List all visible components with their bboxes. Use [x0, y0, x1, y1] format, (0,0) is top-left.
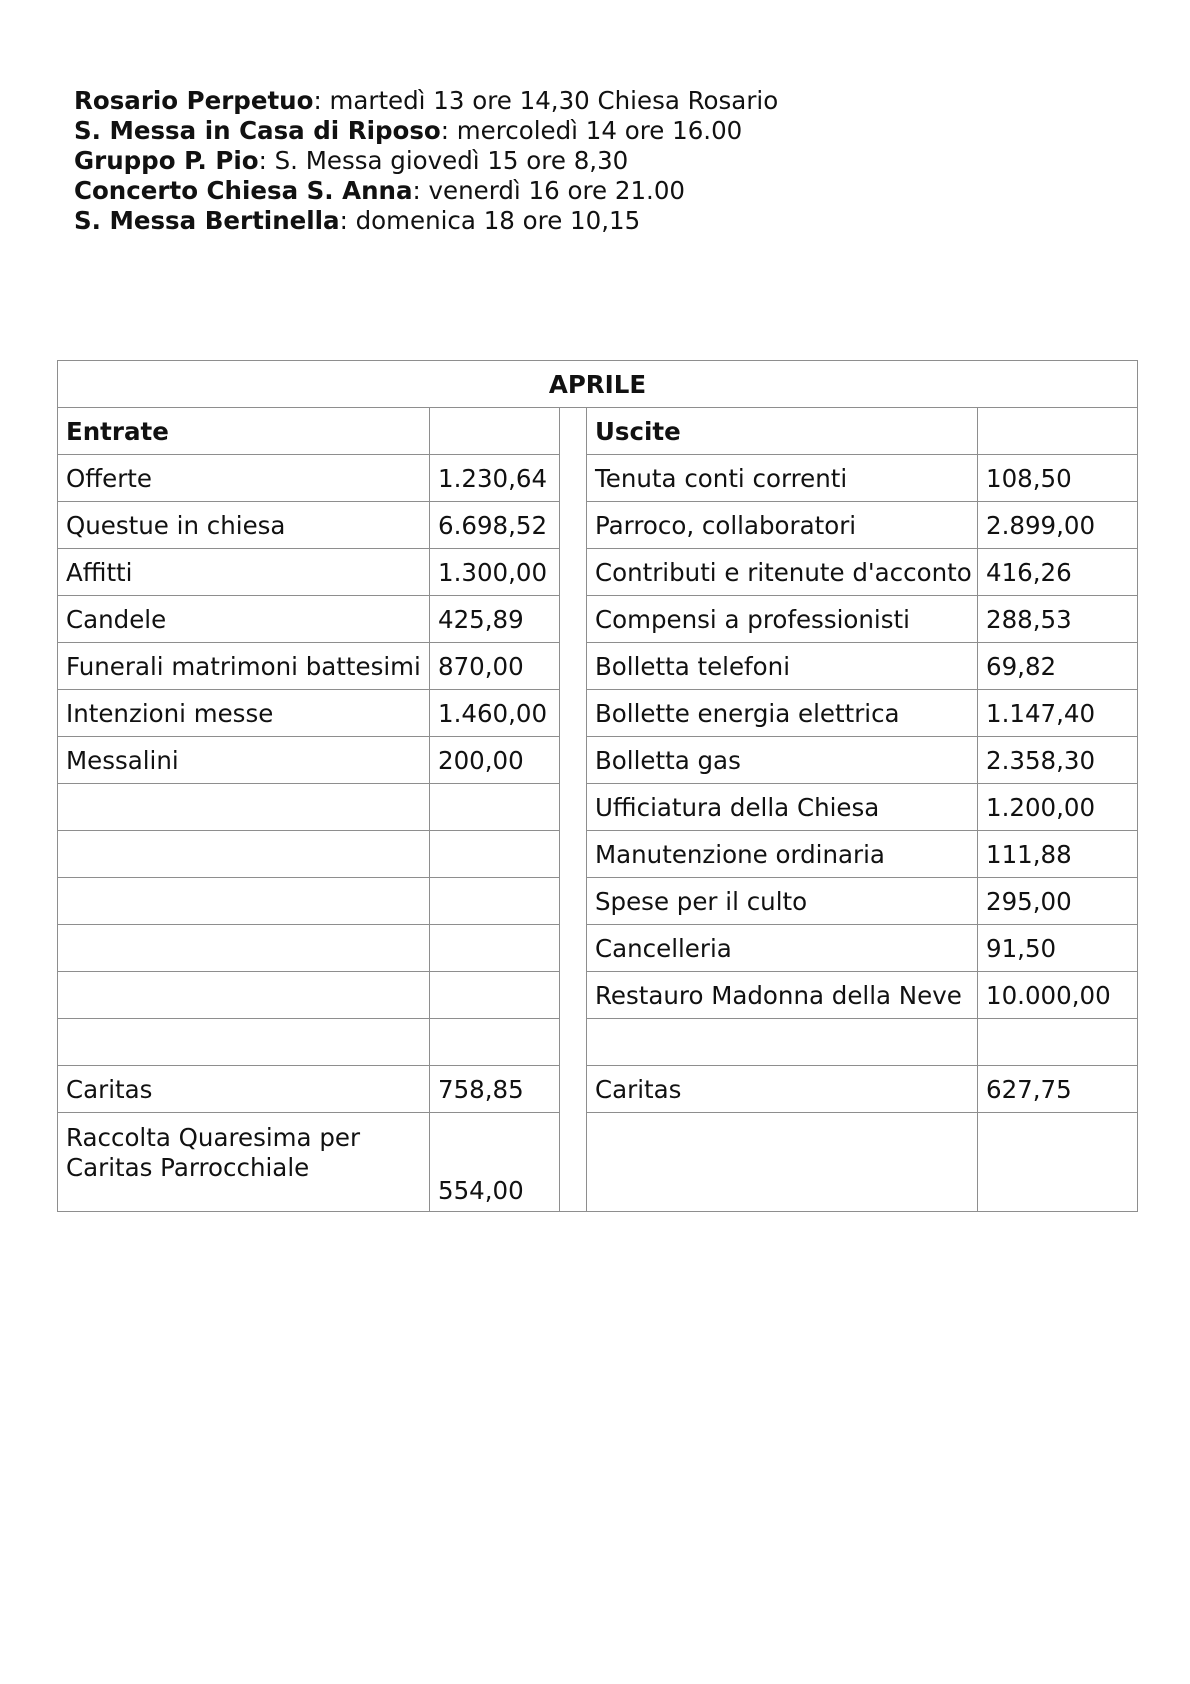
ledger-row — [58, 972, 1138, 1019]
ledger-row — [58, 596, 1138, 643]
income-label — [58, 972, 430, 1019]
announcement-detail: : martedì 13 ore 14,30 Chiesa Rosario — [313, 86, 779, 115]
announcement-detail: : mercoledì 14 ore 16.00 — [440, 116, 743, 145]
ledger-row — [58, 925, 1138, 972]
expense-header: Uscite — [587, 408, 978, 455]
income-value — [430, 925, 560, 972]
income-value — [430, 1019, 560, 1066]
income-label-line: Caritas Parrocchiale — [66, 1153, 310, 1182]
income-label — [58, 925, 430, 972]
expense-label: Restauro Madonna della Neve — [587, 972, 978, 1019]
announcement-name: Rosario Perpetuo — [74, 86, 314, 115]
expense-value: 288,53 — [978, 596, 1138, 643]
ledger-body — [58, 361, 1138, 1212]
expense-value-header — [978, 408, 1138, 455]
ledger-row — [58, 784, 1138, 831]
announcement-name: S. Messa in Casa di Riposo — [74, 116, 441, 145]
ledger-row — [58, 455, 1138, 502]
expense-label: Bolletta telefoni — [587, 643, 978, 690]
ledger-title: APRILE — [58, 361, 1138, 408]
ledger-row — [58, 831, 1138, 878]
expense-label: Compensi a professionisti — [587, 596, 978, 643]
announcement-concerto — [74, 176, 1114, 206]
ledger-title-row — [58, 361, 1138, 408]
income-value: 1.230,64 — [430, 455, 560, 502]
announcement-bertinella — [74, 206, 1114, 236]
expense-value: 111,88 — [978, 831, 1138, 878]
expense-label: Contributi e ritenute d'acconto — [587, 549, 978, 596]
income-value: 870,00 — [430, 643, 560, 690]
expense-label: Bollette energia elettrica — [587, 690, 978, 737]
expense-label: Spese per il culto — [587, 878, 978, 925]
ledger-row — [58, 878, 1138, 925]
income-value — [430, 972, 560, 1019]
expense-value: 2.358,30 — [978, 737, 1138, 784]
income-label: Messalini — [58, 737, 430, 784]
ledger-row — [58, 502, 1138, 549]
ledger-row — [58, 737, 1138, 784]
expense-label: Caritas — [587, 1066, 978, 1113]
expense-value: 1.200,00 — [978, 784, 1138, 831]
ledger-row — [58, 643, 1138, 690]
ledger-row-quaresima — [58, 1113, 1138, 1212]
income-value: 554,00 — [430, 1113, 560, 1212]
income-label: Questue in chiesa — [58, 502, 430, 549]
ledger-row — [58, 1019, 1138, 1066]
income-label: Intenzioni messe — [58, 690, 430, 737]
income-value: 1.460,00 — [430, 690, 560, 737]
announcements — [74, 86, 1114, 236]
expense-value — [978, 1019, 1138, 1066]
income-label-quaresima — [58, 1113, 430, 1212]
income-label: Candele — [58, 596, 430, 643]
income-label — [58, 1019, 430, 1066]
expense-value: 91,50 — [978, 925, 1138, 972]
expense-value: 295,00 — [978, 878, 1138, 925]
announcement-detail: : domenica 18 ore 10,15 — [339, 206, 641, 235]
expense-label: Manutenzione ordinaria — [587, 831, 978, 878]
income-value — [430, 831, 560, 878]
income-value-header — [430, 408, 560, 455]
income-label — [58, 784, 430, 831]
income-value: 6.698,52 — [430, 502, 560, 549]
expense-label: Ufficiatura della Chiesa — [587, 784, 978, 831]
expense-value: 1.147,40 — [978, 690, 1138, 737]
expense-value: 2.899,00 — [978, 502, 1138, 549]
announcement-padre-pio — [74, 146, 1114, 176]
income-header: Entrate — [58, 408, 430, 455]
income-label: Affitti — [58, 549, 430, 596]
expense-value: 108,50 — [978, 455, 1138, 502]
ledger-row-caritas — [58, 1066, 1138, 1113]
income-value: 758,85 — [430, 1066, 560, 1113]
income-value — [430, 878, 560, 925]
expense-label: Bolletta gas — [587, 737, 978, 784]
expense-label — [587, 1113, 978, 1212]
ledger-header-row — [58, 408, 1138, 455]
expense-value: 416,26 — [978, 549, 1138, 596]
announcement-detail: : S. Messa giovedì 15 ore 8,30 — [258, 146, 629, 175]
expense-value — [978, 1113, 1138, 1212]
income-value: 1.300,00 — [430, 549, 560, 596]
expense-label: Cancelleria — [587, 925, 978, 972]
income-label — [58, 831, 430, 878]
expense-value: 69,82 — [978, 643, 1138, 690]
announcement-detail: : venerdì 16 ore 21.00 — [412, 176, 685, 205]
expense-label: Parroco, collaboratori — [587, 502, 978, 549]
income-label: Offerte — [58, 455, 430, 502]
ledger-table — [57, 360, 1138, 1212]
income-label: Funerali matrimoni battesimi — [58, 643, 430, 690]
column-separator — [560, 408, 587, 1212]
announcement-name: Concerto Chiesa S. Anna — [74, 176, 413, 205]
expense-label: Tenuta conti correnti — [587, 455, 978, 502]
expense-value: 10.000,00 — [978, 972, 1138, 1019]
ledger-row — [58, 690, 1138, 737]
income-label-line: Raccolta Quaresima per — [66, 1123, 361, 1152]
announcement-rosario — [74, 86, 1114, 116]
income-value — [430, 784, 560, 831]
announcement-name: Gruppo P. Pio — [74, 146, 259, 175]
income-label — [58, 878, 430, 925]
income-value: 200,00 — [430, 737, 560, 784]
income-value: 425,89 — [430, 596, 560, 643]
expense-value: 627,75 — [978, 1066, 1138, 1113]
announcement-messa-riposo — [74, 116, 1114, 146]
ledger-row — [58, 549, 1138, 596]
announcement-name: S. Messa Bertinella — [74, 206, 340, 235]
expense-label — [587, 1019, 978, 1066]
income-label: Caritas — [58, 1066, 430, 1113]
